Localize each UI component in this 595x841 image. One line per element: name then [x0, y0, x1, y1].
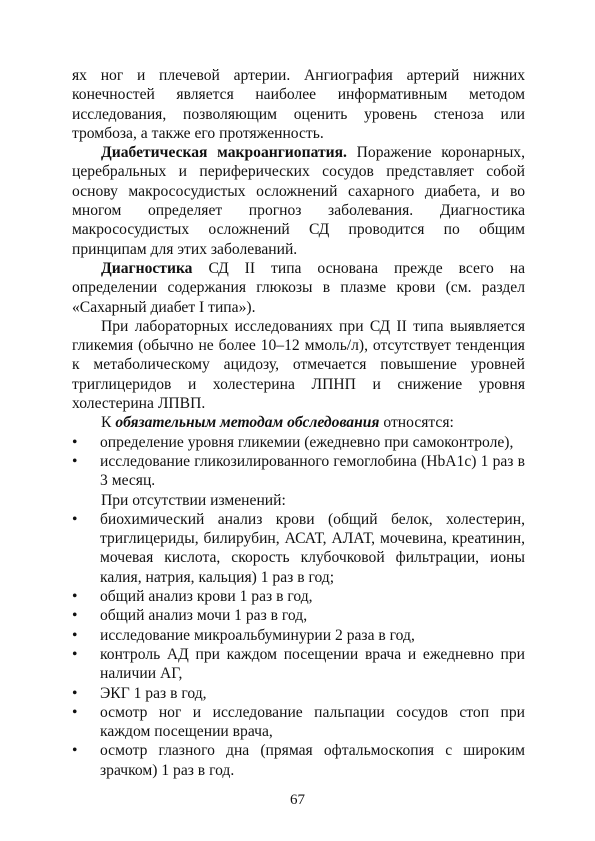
list-item-text: общий анализ крови 1 раз в год, — [100, 588, 313, 606]
list-item-text: осмотр ног и исследование пальпации сосудов стоп при каждом посещении врача, — [100, 703, 525, 741]
diagnostics-text: СД II типа основана прежде всего на определении содержания глюкозы в плазме крови (см. раздел «Сахарный диабет I типа»). — [72, 259, 525, 316]
list-item — [72, 510, 525, 587]
list-item-text: исследование микроальбуминурии 2 раза в год, — [100, 626, 415, 644]
paragraph-no-changes: При отсутствии изменений: — [101, 491, 286, 509]
list-item — [72, 606, 525, 625]
list-item — [72, 587, 525, 606]
list-item-text: осмотр глазного дна (прямая офтальмоскопия с широким зрачком) 1 раз в год. — [100, 742, 525, 779]
list-item — [72, 626, 525, 645]
mandatory-methods-list — [72, 433, 525, 491]
body-text — [72, 66, 525, 780]
list-item-text: исследование гликозилированного гемоглобина (HbA1c) 1 раз в 3 месяц. — [100, 452, 525, 490]
list-item-text: контроль АД при каждом посещении врача и ежедневно при наличии АГ, — [100, 645, 525, 683]
bullet-icon: • — [72, 703, 78, 721]
paragraph-mandatory-methods — [72, 413, 525, 432]
list-item-text: общий анализ мочи 1 раз в год, — [100, 607, 308, 625]
list-item — [72, 741, 525, 780]
bullet-icon: • — [72, 684, 78, 702]
mandatory-suffix: относятся: — [379, 414, 454, 432]
heading-macroangiopathy: Диабетическая макроангиопатия. — [101, 144, 347, 162]
bullet-icon: • — [72, 607, 78, 625]
paragraph-diagnostics — [72, 259, 525, 317]
bullet-icon: • — [72, 742, 78, 760]
list-item — [72, 703, 525, 742]
list-item-text: определение уровня гликемии (ежедневно при самоконтроле), — [100, 433, 514, 451]
paragraph-lab-findings: При лабораторных исследованиях при СД II типа выявляется гликемия (обычно не более 10–12 ммоль/л), отсутствует тенденция к метаболическому ацидозу, отмечается повышение уровней триглицеридов и холестерина ЛПНП и снижение уровня холестерина ЛПВП. — [72, 317, 525, 413]
bullet-icon: • — [72, 588, 78, 606]
paragraph-macroangiopathy — [72, 143, 525, 259]
bullet-icon: • — [72, 510, 78, 528]
macroangiopathy-text: Поражение коронарных, церебральных и периферических сосудов представляет собой основу макрососудистых осложнений сахарного диабета, и во многом определяет прогноз заболевания. Диагностика макрососудистых осложнений СД проводится по общим принципам для этих заболеваний. — [72, 144, 525, 258]
list-item-text: ЭКГ 1 раз в год, — [100, 684, 207, 702]
bullet-icon: • — [72, 452, 78, 470]
list-item — [72, 433, 525, 452]
bullet-icon: • — [72, 433, 78, 451]
mandatory-emphasis: обязательным методам обследования — [115, 414, 380, 432]
heading-diagnostics: Диагностика — [101, 259, 193, 277]
list-item — [72, 684, 525, 703]
no-changes-list — [72, 510, 525, 780]
page-number: 67 — [290, 792, 305, 808]
bullet-icon: • — [72, 645, 78, 663]
list-item — [72, 452, 525, 491]
list-item — [72, 645, 525, 684]
bullet-icon: • — [72, 626, 78, 644]
mandatory-prefix: К — [101, 414, 116, 432]
list-item-text: биохимический анализ крови (общий белок, холестерин, триглицериды, билирубин, АСАТ, АЛАТ, мочевина, креатинин, мочевая кислота, скорость клубочковой фильтрации, ионы калия, натрия, кальция) 1 раз в год; — [100, 510, 525, 586]
paragraph-continuation: ях ног и плечевой артерии. Ангиография артерий нижних конечностей является наиболее информативным методом исследования, позволяющим оценить уровень стеноза или тромбоза, а также его протяженность. — [72, 67, 525, 142]
